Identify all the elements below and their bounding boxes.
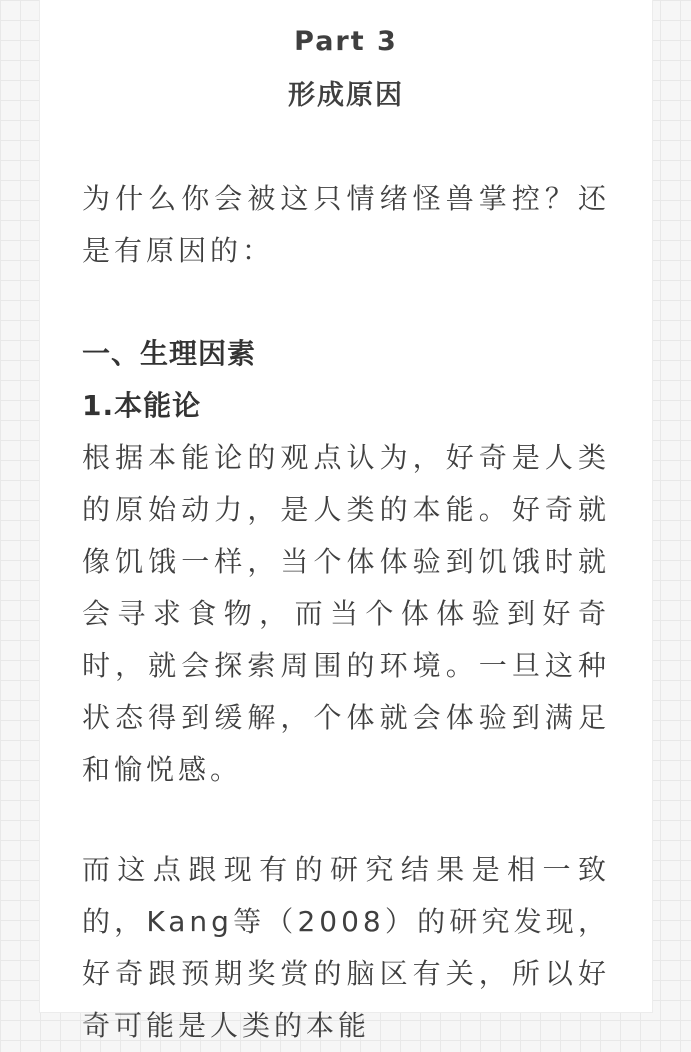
intro-paragraph: 为什么你会被这只情绪怪兽掌控？还是有原因的： [82, 182, 610, 267]
body-paragraph-1: 根据本能论的观点认为，好奇是人类的原始动力，是人类的本能。好奇就像饥饿一样，当个体体验到饥饿时就会寻求食物，而当个体体验到好奇时，就会探索周围的环境。一旦这种状态得到缓解，个体就会体验到满足和愉悦感。 [82, 441, 610, 786]
article-card [40, 0, 652, 1042]
body-paragraph-2: 而这点跟现有的研究结果是相一致的，Kang等（2008）的研究发现，好奇跟预期奖赏的脑区有关，所以好奇可能是人类的本能 [82, 853, 610, 1042]
subsection-heading: 1.本能论 [82, 389, 202, 422]
part-label: Part 3 [294, 26, 398, 57]
section-title: 形成原因 [288, 80, 404, 111]
section-heading: 一、生理因素 [82, 337, 257, 370]
